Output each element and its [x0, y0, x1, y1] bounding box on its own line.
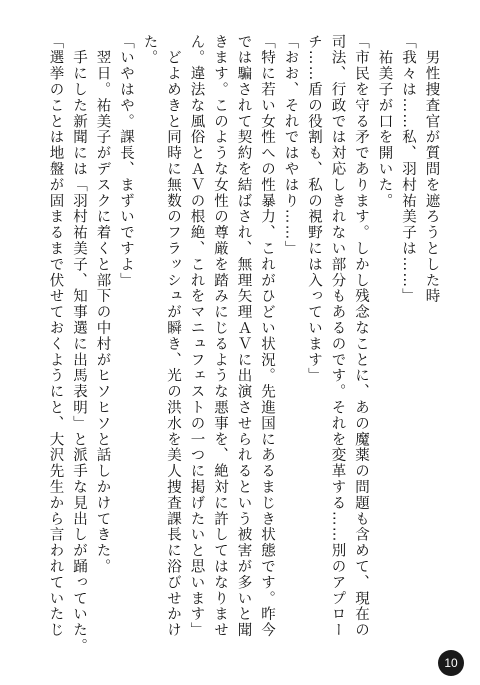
text-column: チ……盾の役割も、私の視野には入っています」 — [306, 34, 322, 384]
page-number-badge: 10 — [438, 650, 464, 676]
text-column: 「おお、それではやはり……」 — [282, 34, 299, 257]
text-column: ん。違法な風俗とＡＶの根絶、これをマニュフェストの一つに掲げたいと思います」 — [188, 34, 205, 639]
text-column: 祐美子が口を開いた。 — [376, 34, 393, 209]
text-column: 司法、行政では対応しきれない部分もあるのです。それを変革する……別のアプロー — [329, 34, 346, 639]
text-column: 「我々は……私、羽村祐美子は……」 — [400, 34, 416, 305]
text-column: どよめきと同時に無数のフラッシュが瞬き、光の洪水を美人捜査課長に浴びせかけ — [165, 34, 181, 639]
text-column: 男性捜査官が質問を遮ろうとした時 — [423, 34, 440, 305]
text-column: 手にした新聞には「羽村祐美子、知事選に出馬表明」と派手な見出しが踊っていた。 — [71, 34, 87, 655]
text-column: では騙されて契約を結ばされ、無理矢理ＡＶに出演させられるという被害が多いと聞 — [235, 34, 252, 639]
text-column: 翌日。祐美子がデスクに着くと部下の中村がヒソヒソと話しかけてきた。 — [94, 34, 111, 575]
text-column: 「選挙のことは地盤が固まるまで伏せておくようにと、大沢先生から言われていたじ — [47, 34, 64, 639]
text-column: 「特に若い女性への性暴力、これがひどい状況。先進国にあるまじき状態です。昨今 — [259, 34, 275, 639]
text-column: 「市民を守る矛であります。しかし残念なことに、あの魔薬の問題も含めて、現在の — [353, 34, 369, 639]
text-column: 「いやはや。課長、まずいですよ」 — [118, 34, 134, 289]
text-column: きます。このような女性の尊厳を踏みにじるような悪事を、絶対に許してはなりませ — [212, 34, 228, 639]
text-column: た。 — [141, 34, 158, 66]
